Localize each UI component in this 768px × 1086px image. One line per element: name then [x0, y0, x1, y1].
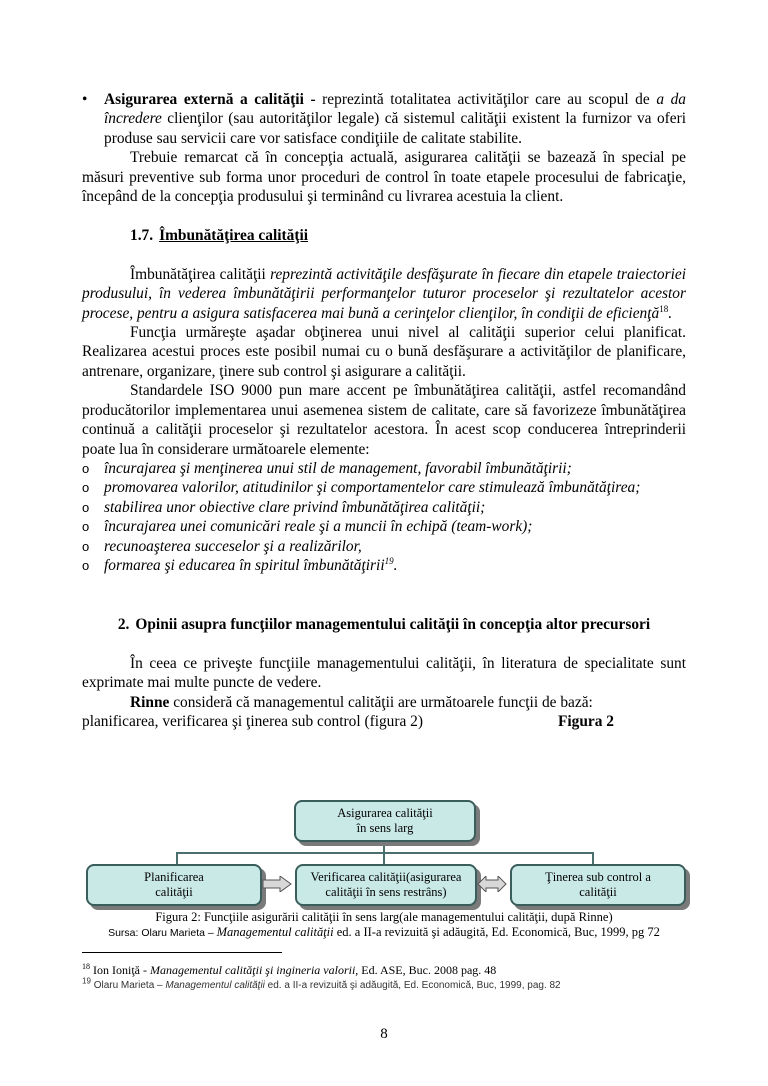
- footnote-title: Managementul calităţii şi ingineria valorii: [149, 963, 356, 977]
- list-item-text: încurajarea şi menţinerea unui stil de management, favorabil îmbunătăţirii;: [104, 459, 572, 477]
- footnotes: [82, 962, 686, 994]
- page-body: [82, 90, 686, 731]
- list-item: [82, 537, 686, 556]
- paragraph-iso: Standardele ISO 9000 pun mare accent pe îmbunătăţirea calităţii, astfel recomandând producătorilor implementarea unui asemenea sistem de calitate, care să favorizeze îmbunătăţirea continuă a calităţii proceselor şi rezultatelor acestora. În acest scop conducerea întreprinderii poate lua în considerare următoarele elemente:: [82, 382, 686, 458]
- bullet-external-assurance: [82, 90, 686, 148]
- paragraph-rinne: [82, 693, 686, 712]
- list-item: [82, 556, 686, 575]
- footnote-rest: ed. a II-a revizuită şi adăugită, Ed. Economică, Buc, 1999, pag. 82: [264, 980, 561, 991]
- list-marker: o: [82, 538, 90, 554]
- connector-middle-drop: [383, 852, 385, 864]
- imb-definition: reprezintă activităţile desfăşurate în fiecare din etapele traiectoriei produsului, în vederea îmbunătăţirii performanţelor tuturor proceselor şi rezultatelor acestor procese, pentru a asigura satisfacerea mai bună a cerinţelor clienţilor, în condiţii de eficienţă: [82, 265, 686, 322]
- list-marker: o: [82, 460, 90, 476]
- section-number: 1.7.: [130, 227, 154, 245]
- footnote-ref-18: 18: [659, 303, 669, 314]
- footnote-18: [82, 962, 686, 978]
- list-item-end: .: [393, 556, 398, 574]
- footnote-ref-19: 19: [384, 555, 394, 566]
- footnote-number: 19: [82, 976, 91, 986]
- list-item: [82, 498, 686, 517]
- functions-diagram: [82, 796, 686, 906]
- diagram-box-top: Asigurarea calităţii în sens larg: [294, 800, 476, 842]
- diagram-box-planning: Planificarea calităţii: [86, 864, 262, 906]
- caption-source: [82, 925, 686, 941]
- list-item-text: [104, 556, 686, 575]
- section-title: Îmbunătăţirea calităţii: [159, 227, 309, 245]
- imb-lead: Îmbunătăţirea calităţii: [130, 265, 271, 283]
- bullet-text-1: reprezintă totalitatea activităţilor care au scopul de: [315, 91, 657, 108]
- footnote-rest: , Ed. ASE, Buc. 2008 pag. 48: [355, 963, 497, 977]
- list-marker: o: [82, 480, 90, 496]
- footnote-title: Managementul calităţii: [165, 980, 265, 991]
- figure-caption: [82, 910, 686, 941]
- footnote-author: Ion Ioniţă -: [93, 963, 150, 977]
- list-item-text: încurajarea unei comunicări reale şi a muncii în echipă (team-work);: [104, 518, 533, 536]
- bullet-marker: •: [82, 91, 88, 108]
- section-heading-1-7: [130, 226, 686, 245]
- double-arrow-icon: [477, 876, 507, 892]
- bullet-italic: a da încredere: [104, 91, 686, 128]
- source-rest: ed. a II-a revizuită şi adăugită, Ed. Economică, Buc, 1999, pg 72: [333, 925, 660, 939]
- list-marker: o: [82, 519, 90, 535]
- list-item-text: promovarea valorilor, atitudinilor şi comportamentelor care stimulează îmbunătăţirea;: [104, 479, 641, 497]
- list-item: [82, 478, 686, 497]
- footnote-separator: [82, 952, 282, 953]
- section-number: 2.: [117, 616, 130, 634]
- paragraph-in-ceea: În ceea ce priveşte funcţiile managementului calităţii, în literatura de specialitate sunt exprimate mai multe puncte de vedere.: [82, 654, 686, 692]
- diagram-box-control: Ţinerea sub control a calităţii: [510, 864, 686, 906]
- footnote-19: [82, 978, 686, 994]
- list-item-text: stabilirea unor obiective clare privind îmbunătăţirea calităţii;: [104, 498, 486, 516]
- section-title: Opinii asupra funcţiilor managementului calităţii în concepţia altor precursori: [135, 616, 651, 634]
- page-number: 8: [380, 1026, 388, 1042]
- list-item-text: recunoaşterea succeselor şi a realizărilor,: [104, 537, 362, 555]
- diagram-box-verification: Verificarea calităţii(asigurarea calităţii în sens restrâns): [295, 864, 477, 906]
- section-heading-2: [82, 615, 686, 634]
- paragraph-imbunatatirea: [82, 265, 686, 323]
- caption-title: Figura 2: Funcţiile asigurării calităţii în sens larg(ale managementului calităţii, după Rinne): [155, 910, 613, 924]
- rinne-name: Rinne: [130, 693, 170, 711]
- list-item: [82, 517, 686, 536]
- list-item: [82, 459, 686, 478]
- arrow-icon: [262, 876, 292, 892]
- figure-label: Figura 2: [557, 712, 614, 730]
- list-marker: o: [82, 557, 90, 573]
- source-prefix: Sursa: Olaru Marieta –: [108, 927, 217, 939]
- source-title: Managementul calităţii: [216, 925, 334, 939]
- footnote-author: Olaru Marieta –: [93, 980, 166, 991]
- bullet-text-2: clienţilor (sau autorităţilor legale) că sistemul calităţii existent la furnizor va oferi produse sau servicii care vor satisface condiţiile de calitate stabilite.: [104, 110, 686, 147]
- footnote-number: 18: [82, 962, 90, 971]
- imb-end: .: [668, 304, 673, 322]
- list-item-last-text: formarea şi educarea în spiritul îmbunătăţirii: [104, 556, 385, 574]
- figure-reference-line: [82, 712, 686, 731]
- rinne-text: consideră că managementul calităţii are următoarele funcţii de bază:: [169, 693, 593, 711]
- figure-reference-text: planificarea, verificarea şi ţinerea sub control (figura 2): [82, 712, 423, 730]
- paragraph-functia: Funcţia urmăreşte aşadar obţinerea unui nivel al calităţii superior celui planificat. Realizarea acestui proces este posibil numai cu o bună desfăşurare a activităţilor de planificare, antrenare, organizare, ţinere sub control şi asigurare a calităţii.: [82, 324, 686, 380]
- bullet-term: Asigurarea externă a calităţii -: [104, 91, 316, 108]
- connector-right-drop: [592, 852, 594, 864]
- connector-left-drop: [176, 852, 178, 864]
- list-marker: o: [82, 499, 90, 515]
- elements-list: [82, 459, 686, 575]
- paragraph-remarcat: Trebuie remarcat că în concepţia actuală, asigurarea calităţii se bazează în special pe măsuri preventive sub forma unor proceduri de control în toate etapele procesului de fabricaţie, începând de la concepţia produsului şi terminând cu livrarea acestuia la client.: [82, 149, 686, 206]
